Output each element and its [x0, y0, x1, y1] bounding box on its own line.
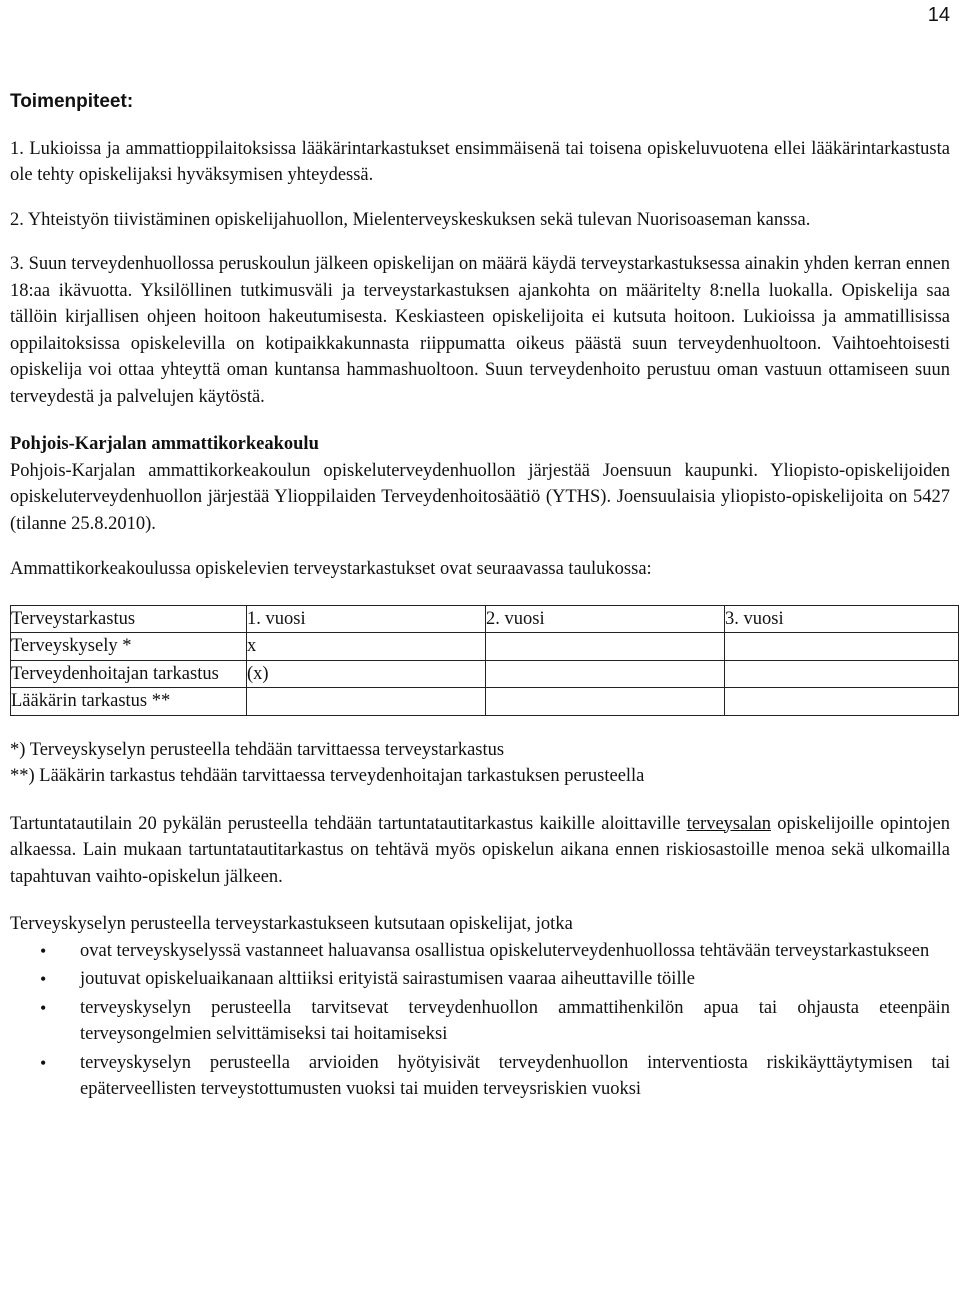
survey-intro: Terveyskyselyn perusteella terveystarkastukseen kutsutaan opiskelijat, jotka	[10, 914, 573, 934]
table-header-row	[11, 605, 959, 633]
table-cell	[725, 633, 959, 661]
footnote-1: *) Terveyskyselyn perusteella tehdään tarvittaessa terveystarkastus	[10, 739, 505, 760]
list-item-text: joutuvat opiskeluaikanaan alttiiksi erityistä sairastumisen vaaraa aiheuttaville töille	[80, 969, 695, 989]
bullet-icon: •	[40, 997, 47, 1018]
action-item-3: 3. Suun terveydenhuollossa peruskoulun jälkeen opiskelijan on määrä käydä terveystarkastuksessa ainakin yhden kerran ennen 18:aa ikävuotta. Yksilöllinen tutkimusväli ja terveystarkastuksen ajankohta on määritelty 8:nella luokalla. Opiskelija saa tällöin kirjallisen ohjeen hoitoon hakeutumisesta. Keskiasteen opiskelijoita ei kutsuta hoitoon. Lukioissa ja ammatillisissa oppilaitoksissa opiskelevilla on kotipaikkakunnasta riippumatta oikeus päästä suun terveydenhuoltoon. Vaihtoehtoisesti opiskelija voi ottaa yhteyttä oman kuntansa hammashuoltoon. Suun terveydenhoito perustuu oman vastuun ottamiseen suun terveydestä ja palvelujen käytöstä.	[10, 254, 950, 407]
footnote-2: **) Lääkärin tarkastus tehdään tarvittaessa terveydenhoitajan tarkastuksen perusteella	[10, 766, 645, 786]
table-row	[11, 633, 959, 661]
list-item-text: terveyskyselyn perusteella tarvitsevat terveydenhuollon ammattihenkilön apua tai ohjausta eteenpäin terveysongelmien selvittämiseksi tai hoitamiseksi	[80, 997, 950, 1044]
action-item-2: 2. Yhteistyön tiivistäminen opiskelijahuollon, Mielenterveyskeskuksen sekä tulevan Nuorisoaseman kanssa.	[10, 209, 811, 230]
list-item	[10, 1050, 950, 1103]
infection-text-end: opiskelijoille opintojen alkaessa. Lain mukaan tartuntatautitarkastus on tehtävä myös opiskelun aikana ennen riskiosastoille menoa sekä ulkomailla tapahtuvan vaihto-opiskelun jälkeen.	[10, 813, 950, 887]
list-item	[10, 995, 950, 1048]
page-number: 14	[927, 4, 950, 26]
table-cell: Terveyskysely *	[11, 633, 247, 661]
table-header-cell: 2. vuosi	[486, 605, 725, 633]
table-intro: Ammattikorkeakoulussa opiskelevien terveystarkastukset ovat seuraavassa taulukossa:	[10, 559, 652, 579]
list-item	[10, 938, 950, 965]
table-cell	[725, 660, 959, 688]
table-cell: x	[247, 633, 486, 661]
action-item-1: 1. Lukioissa ja ammattioppilaitoksissa lääkärintarkastukset ensimmäisenä tai toisena opiskeluvuotena ellei lääkärintarkastusta ole tehty opiskelijaksi hyväksymisen yhteydessä.	[10, 138, 950, 185]
health-check-table	[10, 605, 959, 716]
table-cell	[247, 688, 486, 716]
infection-text-start: Tartuntatautilain 20 pykälän perusteella tehdään tartuntatautitarkastus kaikille aloittaville	[10, 813, 687, 834]
bullet-icon: •	[40, 969, 47, 989]
bullet-icon: •	[40, 1052, 47, 1073]
table-cell: (x)	[247, 660, 486, 688]
table-header-cell: 1. vuosi	[247, 605, 486, 633]
table-row	[11, 660, 959, 688]
table-cell	[725, 688, 959, 716]
table-row	[11, 688, 959, 716]
table-cell	[486, 633, 725, 661]
infection-paragraph	[10, 811, 950, 891]
section-body: Pohjois-Karjalan ammattikorkeakoulun opiskeluterveydenhuollon järjestää Joensuun kaupunki. Yliopisto-opiskelijoiden opiskeluterveydenhuollon järjestää Ylioppilaiden Terveydenhoitosäätiö (YTHS). Joensuulaisia yliopisto-opiskelijoita on 5427 (tilanne 25.8.2010).	[10, 460, 950, 534]
list-item-text: ovat terveyskyselyssä vastanneet haluavansa osallistua opiskeluterveydenhuollossa tehtävään terveystarkastukseen	[80, 940, 930, 961]
section-heading: Pohjois-Karjalan ammattikorkeakoulu	[10, 434, 319, 454]
list-item	[10, 966, 950, 993]
underlined-term: terveysalan	[686, 813, 771, 834]
table-cell: Lääkärin tarkastus **	[11, 688, 247, 716]
bullet-icon: •	[40, 940, 47, 961]
table-cell: Terveydenhoitajan tarkastus	[11, 660, 247, 688]
page-content	[10, 89, 950, 1103]
table-header-cell: Terveystarkastus	[11, 605, 247, 633]
actions-heading: Toimenpiteet:	[10, 91, 134, 112]
table-cell	[486, 688, 725, 716]
list-item-text: terveyskyselyn perusteella arvioiden hyötyisivät terveydenhuollon interventiosta riskikäyttäytymisen tai epäterveellisten terveystottumusten vuoksi tai muiden terveysriskien vuoksi	[80, 1052, 950, 1099]
table-cell	[486, 660, 725, 688]
table-header-cell: 3. vuosi	[725, 605, 959, 633]
survey-criteria-list	[10, 938, 950, 1103]
